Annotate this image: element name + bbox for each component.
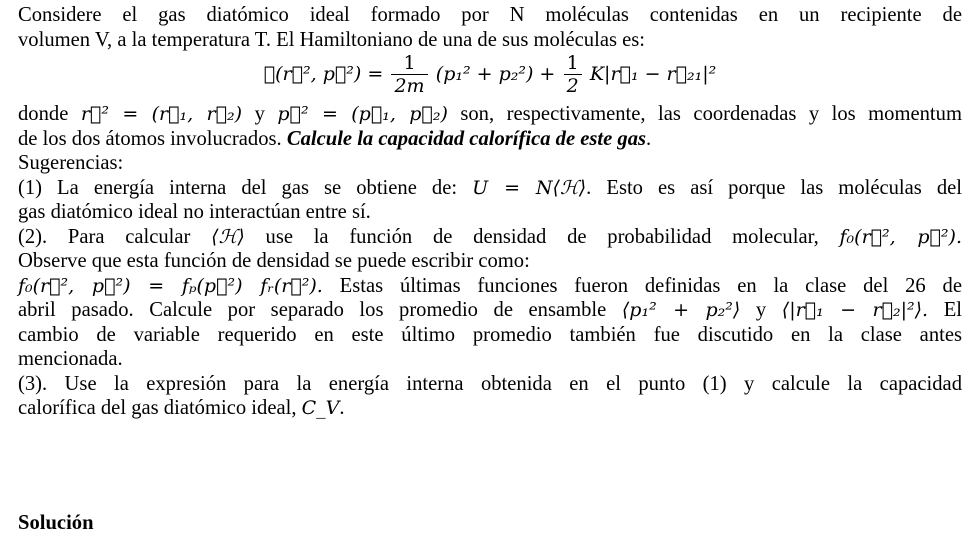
suggestion-3-line-2 bbox=[18, 396, 962, 421]
suggestion-2-text-e: El bbox=[943, 299, 962, 321]
document-body bbox=[18, 3, 963, 534]
suggestion-2-math-4: ⟨p₁² + p₂²⟩ bbox=[621, 299, 741, 321]
equation-fraction-1 bbox=[391, 52, 427, 97]
definition-p: p⃗² = (p⃗₁, p⃗₂) bbox=[277, 103, 448, 125]
suggestion-2-math-1: ⟨ℋ⟩ bbox=[211, 225, 245, 248]
hamiltonian-equation bbox=[18, 52, 962, 102]
equation-momentum-term: (p₁² + p₂²) + bbox=[435, 63, 556, 85]
equation-fraction-2 bbox=[564, 52, 582, 97]
suggestion-1-math: U = N⟨ℋ⟩ bbox=[472, 176, 587, 199]
definition-line-1 bbox=[18, 102, 962, 127]
fraction-1-numerator: 1 bbox=[391, 52, 427, 75]
definition-r: r⃗² = (r⃗₁, r⃗₂) bbox=[80, 103, 243, 125]
equation-potential-term: K|r⃗₁ − r⃗₂₁|² bbox=[589, 63, 717, 85]
fraction-2-denominator: 2 bbox=[566, 75, 579, 97]
suggestion-1-text-b: . Esto es así porque las moléculas del bbox=[586, 176, 963, 199]
suggestion-3-period: . bbox=[339, 397, 345, 419]
suggestion-1-line-2: gas diatómico ideal no interactúan entre sí. bbox=[18, 201, 371, 223]
suggestion-2-math-3: f₀(r⃗², p⃗²) = fₚ(p⃗²) fᵣ(r⃗²). bbox=[18, 274, 323, 297]
suggestion-2-line-2: Observe que esta función de densidad se puede escribir como: bbox=[18, 250, 530, 272]
suggestion-2-line-4 bbox=[18, 298, 962, 323]
intro-line-2: volumen V, a la temperatura T. El Hamiltoniano de una de sus moléculas es: bbox=[18, 28, 646, 51]
definition-connector: y bbox=[254, 103, 265, 125]
suggestion-2-connector: y bbox=[755, 299, 767, 321]
suggestion-2-line-1 bbox=[18, 225, 962, 250]
suggestion-2-text-a: (2). Para calcular bbox=[18, 225, 191, 248]
suggestion-1-text-a: (1) La energía interna del gas se obtiene de: bbox=[18, 176, 458, 199]
suggestion-2-text-b: use la función de densidad de probabilidad molecular, bbox=[265, 225, 819, 248]
fraction-1-denominator: 2m bbox=[394, 75, 425, 97]
fraction-2-numerator: 1 bbox=[564, 52, 582, 75]
suggestion-2-line-6: mencionada. bbox=[18, 348, 123, 370]
definition-line-2 bbox=[18, 127, 962, 152]
suggestions-heading: Sugerencias: bbox=[18, 152, 124, 174]
task-statement: Calcule la capacidad calorífica de este gas bbox=[286, 127, 647, 150]
suggestion-3-text: calorífica del gas diatómico ideal, bbox=[18, 397, 297, 419]
definition-prefix: donde bbox=[18, 103, 69, 125]
definition-period: . bbox=[646, 127, 652, 150]
solution-heading: Solución bbox=[18, 512, 94, 534]
suggestion-2-math-2: f₀(r⃗², p⃗²). bbox=[839, 225, 962, 248]
suggestion-3-line-1: (3). Use la expresión para la energía interna obtenida en el punto (1) y calcule la capacidad bbox=[18, 372, 962, 395]
suggestion-2-text-d: abril pasado. Calcule por separado los promedio de ensamble bbox=[18, 299, 607, 321]
definition-text: de los dos átomos involucrados. bbox=[18, 127, 282, 150]
suggestion-3-math: C_V bbox=[301, 397, 340, 419]
suggestion-2-line-5: cambio de variable requerido en este último promedio también fue discutido en la clase antes bbox=[18, 323, 962, 346]
suggestion-2-text-c: Estas últimas funciones fueron definidas en la clase del 26 de bbox=[339, 274, 962, 297]
suggestion-2-line-3 bbox=[18, 274, 962, 299]
definition-suffix: son, respectivamente, las coordenadas y los momentum bbox=[460, 103, 962, 125]
equation-lhs: ℋ(r⃗², p⃗²) = bbox=[263, 63, 384, 85]
suggestion-2-math-5: ⟨|r⃗₁ − r⃗₂|²⟩. bbox=[781, 299, 929, 321]
intro-line-1: Considere el gas diatómico ideal formado por N moléculas contenidas en un recipiente de bbox=[18, 4, 962, 26]
suggestion-1-line-1 bbox=[18, 176, 962, 201]
